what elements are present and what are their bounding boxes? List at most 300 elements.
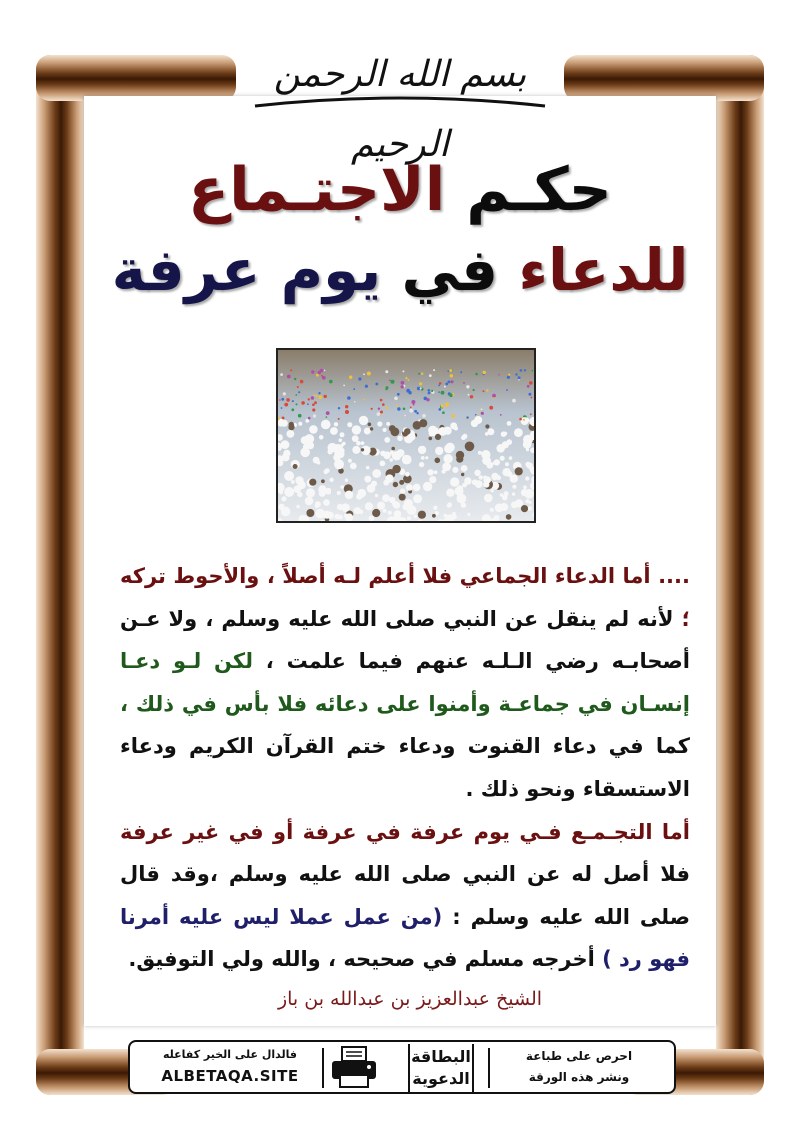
crowd-texture-dot <box>518 376 521 379</box>
crowd-texture-dot <box>397 407 400 410</box>
crowd-texture-dot <box>311 396 314 399</box>
crowd-texture-dot <box>389 380 391 382</box>
crowd-texture-dot <box>382 403 385 406</box>
crowd-texture-dot <box>483 371 486 374</box>
body-segment-examples: كما في دعاء القنوت ودعاء ختم القرآن الكريم ودعاء الاستسقاء ونحو ذلك . <box>120 734 690 801</box>
crowd-texture-dot <box>350 463 357 470</box>
crowd-texture-dot <box>337 491 341 495</box>
page-title-line-2 <box>100 230 700 310</box>
printer-icon <box>328 1045 380 1091</box>
crowd-texture-dot <box>478 451 482 455</box>
crowd-texture-dot <box>345 410 349 414</box>
crowd-texture-dot <box>475 414 477 416</box>
crowd-texture-dot <box>383 480 389 486</box>
crowd-texture-dot <box>525 499 529 503</box>
crowd-texture-dot <box>290 369 292 371</box>
crowd-texture-dot <box>524 369 526 371</box>
crowd-texture-dot <box>316 374 319 377</box>
crowd-texture-dot <box>454 427 458 431</box>
footer-divider-2 <box>488 1048 490 1088</box>
crowd-texture-dot <box>409 409 413 413</box>
crowd-texture-dot <box>489 406 493 410</box>
crowd-texture-dot <box>324 469 329 474</box>
crowd-texture-dot <box>474 470 480 476</box>
crowd-texture-dot <box>361 441 365 445</box>
crowd-texture-dot <box>365 385 368 388</box>
title-word-hukm: حكـم <box>466 155 612 225</box>
crowd-texture-dot <box>474 416 482 424</box>
crowd-texture-dot <box>461 473 464 476</box>
footer-bar <box>128 1040 676 1094</box>
crowd-texture-dot <box>307 403 309 405</box>
crowd-texture-dot <box>467 513 470 516</box>
crowd-texture-dot <box>359 416 368 425</box>
title-word-yawm-arafa: يوم عرفة <box>111 236 382 304</box>
crowd-texture-dot <box>318 371 322 375</box>
author-signature: الشيخ عبدالعزيز بن عبدالله بن باز <box>277 988 543 1010</box>
crowd-texture-dot <box>353 388 355 390</box>
crowd-texture-dot <box>347 396 351 400</box>
crowd-texture-dot <box>321 420 331 430</box>
crowd-texture-dot <box>349 376 352 379</box>
crowd-texture-dot <box>338 407 340 409</box>
crowd-texture-dot <box>441 391 445 395</box>
crowd-texture-dot <box>293 464 298 469</box>
crowd-texture-dot <box>414 514 418 518</box>
crowd-texture-dot <box>394 397 398 401</box>
crowd-texture-dot <box>450 380 453 383</box>
crowd-texture-dot <box>352 435 359 442</box>
crowd-texture-dot <box>466 416 468 418</box>
crowd-texture-dot <box>523 419 525 421</box>
crowd-texture-dot <box>279 399 281 401</box>
crowd-texture-dot <box>334 459 344 469</box>
crowd-texture-dot <box>397 393 400 396</box>
crowd-texture-dot <box>450 477 459 486</box>
crowd-texture-dot <box>287 430 295 438</box>
crowd-texture-dot <box>506 514 512 520</box>
crowd-texture-dot <box>504 491 509 496</box>
crowd-texture-dot <box>500 503 508 511</box>
crowd-texture-dot <box>295 394 297 396</box>
crowd-texture-dot <box>385 388 387 390</box>
basmala-swash-ornament <box>250 96 550 110</box>
crowd-texture-dot <box>281 440 290 449</box>
crowd-texture-dot <box>463 382 465 384</box>
crowd-texture-dot <box>354 401 356 403</box>
crowd-texture-dot <box>450 369 453 372</box>
crowd-texture-dot <box>444 386 446 388</box>
crowd-texture-dot <box>500 456 505 461</box>
footer-site-link[interactable]: ALBETAQA.SITE <box>161 1067 299 1085</box>
crowd-texture-dot <box>340 432 345 437</box>
crowd-texture-dot <box>418 373 420 375</box>
crowd-texture-dot <box>319 395 323 399</box>
crowd-texture-dot <box>391 427 400 436</box>
crowd-texture-dot <box>343 385 345 387</box>
crowd-texture-dot <box>308 398 310 400</box>
pilgrims-crowd-photo <box>276 348 536 523</box>
title-word-lidduaa: للدعاء <box>518 236 689 304</box>
logo-text-line-2: الدعوية <box>412 1069 470 1088</box>
crowd-texture-dot <box>339 438 343 442</box>
crowd-texture-dot <box>329 380 333 384</box>
crowd-texture-dot <box>525 476 529 480</box>
crowd-texture-dot <box>429 374 432 377</box>
crowd-texture-dot <box>503 432 507 436</box>
crowd-texture-dot <box>334 422 338 426</box>
body-segment-arafa: أما التجـمـع فـي يوم عرفة في عرفة أو في غير عرفة <box>120 819 690 844</box>
crowd-texture-dot <box>462 434 467 439</box>
crowd-texture-dot <box>535 373 536 377</box>
crowd-texture-dot <box>328 443 338 453</box>
crowd-texture-dot <box>426 398 429 401</box>
crowd-texture-dot <box>408 433 416 441</box>
crowd-texture-dot <box>292 400 294 402</box>
crowd-texture-dot <box>326 416 328 418</box>
crowd-texture-dot <box>411 400 415 404</box>
body-segment-exception: لكن لـو دعـا إنسـان في جماعـة وأمنوا على دعائه فلا بأس في ذلك ، <box>120 649 690 716</box>
crowd-texture-dot <box>279 490 283 494</box>
crowd-texture-dot <box>397 436 403 442</box>
crowd-texture-dot <box>532 370 534 372</box>
crowd-texture-dot <box>405 377 407 379</box>
crowd-texture-dot <box>473 389 475 391</box>
crowd-texture-dot <box>283 392 286 395</box>
body-segment-no-origin: فلا أصل له عن النبي صلى الله عليه وسلم ،وقد قال صلى الله عليه وسلم : <box>120 862 690 929</box>
crowd-texture-dot <box>365 502 373 510</box>
crowd-texture-dot <box>465 442 475 452</box>
crowd-texture-dot <box>514 428 523 437</box>
crowd-texture-dot <box>371 408 373 410</box>
crowd-texture-dot <box>375 383 378 386</box>
crowd-texture-dot <box>296 505 300 509</box>
crowd-texture-dot <box>521 417 529 425</box>
crowd-texture-dot <box>314 401 317 404</box>
crowd-texture-dot <box>283 450 290 457</box>
crowd-texture-dot <box>334 514 339 519</box>
crowd-texture-dot <box>384 437 390 443</box>
crowd-texture-dot <box>312 408 315 411</box>
crowd-texture-dot <box>306 488 315 497</box>
crowd-texture-dot <box>380 451 386 457</box>
crowd-texture-dot <box>348 459 352 463</box>
crowd-texture-dot <box>389 458 393 462</box>
crowd-texture-dot <box>311 370 314 373</box>
crowd-texture-dot <box>479 475 483 479</box>
crowd-texture-dot <box>400 488 405 493</box>
crowd-texture-dot <box>416 412 418 414</box>
crowd-texture-dot <box>447 503 452 508</box>
crowd-texture-dot <box>515 467 523 475</box>
crowd-texture-dot <box>324 370 326 372</box>
crowd-texture-dot <box>313 394 315 396</box>
crowd-texture-dot <box>529 419 532 422</box>
crowd-texture-dot <box>309 425 318 434</box>
crowd-texture-dot <box>496 475 501 480</box>
crowd-texture-dot <box>438 385 440 387</box>
crowd-texture-dot <box>368 423 372 427</box>
crowd-texture-dot <box>500 493 504 497</box>
crowd-texture-dot <box>466 419 468 421</box>
crowd-texture-dot <box>291 408 294 411</box>
crowd-texture-dot <box>403 504 410 511</box>
crowd-texture-dot <box>307 442 314 449</box>
crowd-texture-dot <box>413 484 421 492</box>
crowd-texture-dot <box>407 516 411 520</box>
crowd-texture-dot <box>431 390 433 392</box>
crowd-texture-dot <box>446 489 454 497</box>
crowd-texture-dot <box>295 476 303 484</box>
crowd-texture-dot <box>312 403 315 406</box>
footer-print-reminder <box>494 1046 664 1090</box>
crowd-texture-dot <box>402 455 412 465</box>
crowd-texture-dot <box>481 412 484 415</box>
crowd-texture-dot <box>401 451 405 455</box>
crowd-texture-dot <box>523 440 532 449</box>
crowd-texture-dot <box>427 469 433 475</box>
crowd-texture-dot <box>490 489 493 492</box>
frame-left-rod <box>36 55 84 1095</box>
crowd-texture-dot <box>352 425 361 434</box>
crowd-texture-dot <box>399 480 404 485</box>
crowd-texture-dot <box>298 414 302 418</box>
crowd-texture-dot <box>315 504 319 508</box>
crowd-texture-dot <box>530 413 532 415</box>
footer-divider <box>322 1048 324 1088</box>
crowd-texture-dot <box>408 391 411 394</box>
crowd-texture-dot <box>296 403 298 405</box>
crowd-texture-dot <box>323 499 330 506</box>
crowd-texture-dot <box>445 403 449 407</box>
crowd-texture-dot <box>361 448 364 451</box>
crowd-texture-dot <box>391 447 395 451</box>
crowd-texture-dot <box>345 491 354 500</box>
crowd-texture-dot <box>479 410 481 412</box>
crowd-texture-dot <box>352 446 360 454</box>
crowd-texture-dot <box>318 392 320 394</box>
crowd-texture-dot <box>468 394 470 396</box>
crowd-texture-dot <box>451 414 455 418</box>
crowd-texture-dot <box>382 494 390 502</box>
crowd-texture-dot <box>347 422 352 427</box>
crowd-texture-dot <box>521 505 528 512</box>
crowd-texture-dot <box>403 408 406 411</box>
crowd-texture-dot <box>380 399 383 402</box>
crowd-texture-dot <box>305 497 314 506</box>
article-body <box>120 555 690 981</box>
crowd-texture-dot <box>281 421 285 425</box>
crowd-texture-dot <box>447 444 454 451</box>
crowd-texture-dot <box>284 403 288 407</box>
crowd-texture-dot <box>298 422 302 426</box>
crowd-texture-dot <box>399 494 406 501</box>
crowd-texture-dot <box>435 458 441 464</box>
crowd-texture-dot <box>371 481 377 487</box>
crowd-texture-dot <box>386 407 389 410</box>
crowd-texture-dot <box>433 369 435 371</box>
crowd-texture-dot <box>531 397 533 399</box>
crowd-texture-dot <box>482 514 491 523</box>
crowd-texture-dot <box>521 489 528 496</box>
crowd-texture-dot <box>396 405 398 407</box>
crowd-texture-dot <box>530 448 536 454</box>
crowd-texture-dot <box>418 511 426 519</box>
crowd-texture-dot <box>286 398 290 402</box>
crowd-texture-dot <box>291 480 295 484</box>
crowd-texture-dot <box>321 375 323 377</box>
crowd-texture-dot <box>391 380 395 384</box>
crowd-texture-dot <box>278 504 284 510</box>
crowd-texture-dot <box>452 467 458 473</box>
crowd-texture-dot <box>515 373 517 375</box>
body-segment-source: أخرجه مسلم في صحيحه ، والله ولي التوفيق. <box>128 947 603 972</box>
crowd-texture-dot <box>500 414 502 416</box>
crowd-texture-dot <box>512 492 515 495</box>
crowd-texture-dot <box>508 374 510 376</box>
crowd-texture-dot <box>369 516 375 522</box>
crowd-texture-dot <box>338 418 340 420</box>
crowd-texture-dot <box>300 448 310 458</box>
crowd-texture-dot <box>294 378 296 380</box>
basmala-calligraphy: بسم الله الرحمن الرحيم <box>273 54 527 165</box>
crowd-texture-dot <box>326 411 330 415</box>
crowd-texture-dot <box>445 383 448 386</box>
crowd-texture-dot <box>345 513 353 521</box>
crowd-texture-dot <box>425 456 428 459</box>
crowd-texture-dot <box>502 468 510 476</box>
crowd-texture-dot <box>429 476 436 483</box>
crowd-texture-dot <box>507 376 510 379</box>
crowd-texture-dot <box>324 395 327 398</box>
crowd-texture-dot <box>470 395 473 398</box>
crowd-texture-dot <box>380 411 383 414</box>
crowd-texture-dot <box>435 447 443 455</box>
crowd-texture-dot <box>301 401 305 405</box>
crowd-texture-dot <box>359 510 363 514</box>
crowd-texture-dot <box>366 466 370 470</box>
crowd-texture-dot <box>377 502 385 510</box>
crowd-texture-dot <box>519 418 522 421</box>
crowd-texture-dot <box>483 390 485 392</box>
crowd-texture-dot <box>422 414 426 418</box>
crowd-texture-dot <box>432 514 436 518</box>
crowd-texture-dot <box>308 417 311 420</box>
crowd-texture-dot <box>423 482 432 491</box>
crowd-texture-dot <box>284 471 294 481</box>
crowd-texture-dot <box>506 389 508 391</box>
crowd-texture-dot <box>329 478 333 482</box>
crowd-texture-dot <box>441 404 444 407</box>
crowd-texture-dot <box>407 379 409 381</box>
crowd-texture-dot <box>461 465 468 472</box>
frame-top-left-rod <box>36 55 236 101</box>
crowd-texture-dot <box>421 373 423 375</box>
crowd-texture-dot <box>529 381 533 385</box>
crowd-texture-dot <box>527 385 530 388</box>
crowd-texture-dot <box>485 424 489 428</box>
crowd-texture-dot <box>439 408 442 411</box>
crowd-texture-dot <box>334 451 341 458</box>
crowd-texture-dot <box>315 511 318 514</box>
crowd-texture-dot <box>450 374 453 377</box>
crowd-texture-dot <box>407 486 412 491</box>
footer-print-line-1: احرص على طباعة <box>525 1049 633 1063</box>
crowd-texture-dot <box>405 472 410 477</box>
crowd-texture-dot <box>438 391 440 393</box>
title-word-ijtima: الاجتـماع <box>188 155 446 225</box>
crowd-texture-dot <box>358 377 361 380</box>
crowd-texture-dot <box>443 454 452 463</box>
crowd-texture-dot <box>428 389 431 392</box>
footer-print-line-2: ونشر هذه الورقة <box>528 1070 630 1084</box>
crowd-texture-dot <box>289 422 294 427</box>
crowd-texture-dot <box>377 412 381 416</box>
crowd-texture-dot <box>505 462 509 466</box>
crowd-texture-dot <box>313 414 316 417</box>
crowd-texture-dot <box>287 375 291 379</box>
crowd-texture-dot <box>415 498 420 503</box>
crowd-texture-dot <box>491 521 494 523</box>
crowd-texture-dot <box>364 428 371 435</box>
crowd-texture-dot <box>375 494 378 497</box>
crowd-texture-dot <box>494 515 500 521</box>
body-segment-intro: .... أما الدعاء الجماعي فلا أعلم لـه أصلاً ، والأحوط تركه ؛ <box>120 564 690 631</box>
crowd-texture-dot <box>464 477 471 484</box>
crowd-texture-dot <box>393 482 398 487</box>
crowd-texture-dot <box>512 399 516 403</box>
crowd-texture-dot <box>534 370 536 372</box>
crowd-texture-dot <box>428 392 431 395</box>
crowd-texture-dot <box>494 459 500 465</box>
crowd-texture-dot <box>367 372 371 376</box>
crowd-texture-dot <box>363 373 365 375</box>
crowd-texture-dot <box>482 456 491 465</box>
crowd-texture-dot <box>484 494 493 503</box>
crowd-texture-dot <box>281 407 283 409</box>
crowd-texture-dot <box>280 373 283 376</box>
crowd-texture-dot <box>401 381 405 385</box>
crowd-texture-dot <box>298 391 300 393</box>
crowd-texture-dot <box>380 461 386 467</box>
crowd-texture-dot <box>309 479 316 486</box>
crowd-texture-dot <box>383 428 387 432</box>
crowd-texture-dot <box>363 399 365 401</box>
crowd-texture-dot <box>392 465 400 473</box>
crowd-texture-dot <box>284 487 294 497</box>
crowd-texture-dot <box>372 469 381 478</box>
crowd-texture-dot <box>433 506 437 510</box>
crowd-texture-dot <box>321 479 325 483</box>
crowd-texture-dot <box>358 489 367 498</box>
crowd-texture-dot <box>523 485 527 489</box>
crowd-texture-dot <box>460 371 462 373</box>
crowd-texture-dot <box>439 382 442 385</box>
crowd-texture-dot <box>528 393 531 396</box>
crowd-texture-dot <box>390 450 394 454</box>
crowd-texture-dot <box>418 446 426 454</box>
crowd-texture-dot <box>447 370 449 372</box>
crowd-texture-dot <box>297 386 299 388</box>
crowd-texture-dot <box>438 427 447 436</box>
crowd-texture-dot <box>340 485 344 489</box>
frame-top-right-rod <box>564 55 764 101</box>
footer-site-block <box>140 1046 320 1090</box>
crowd-texture-dot <box>370 427 373 430</box>
crowd-texture-dot <box>335 460 339 464</box>
crowd-texture-dot <box>475 373 478 376</box>
crowd-texture-dot <box>486 389 488 391</box>
